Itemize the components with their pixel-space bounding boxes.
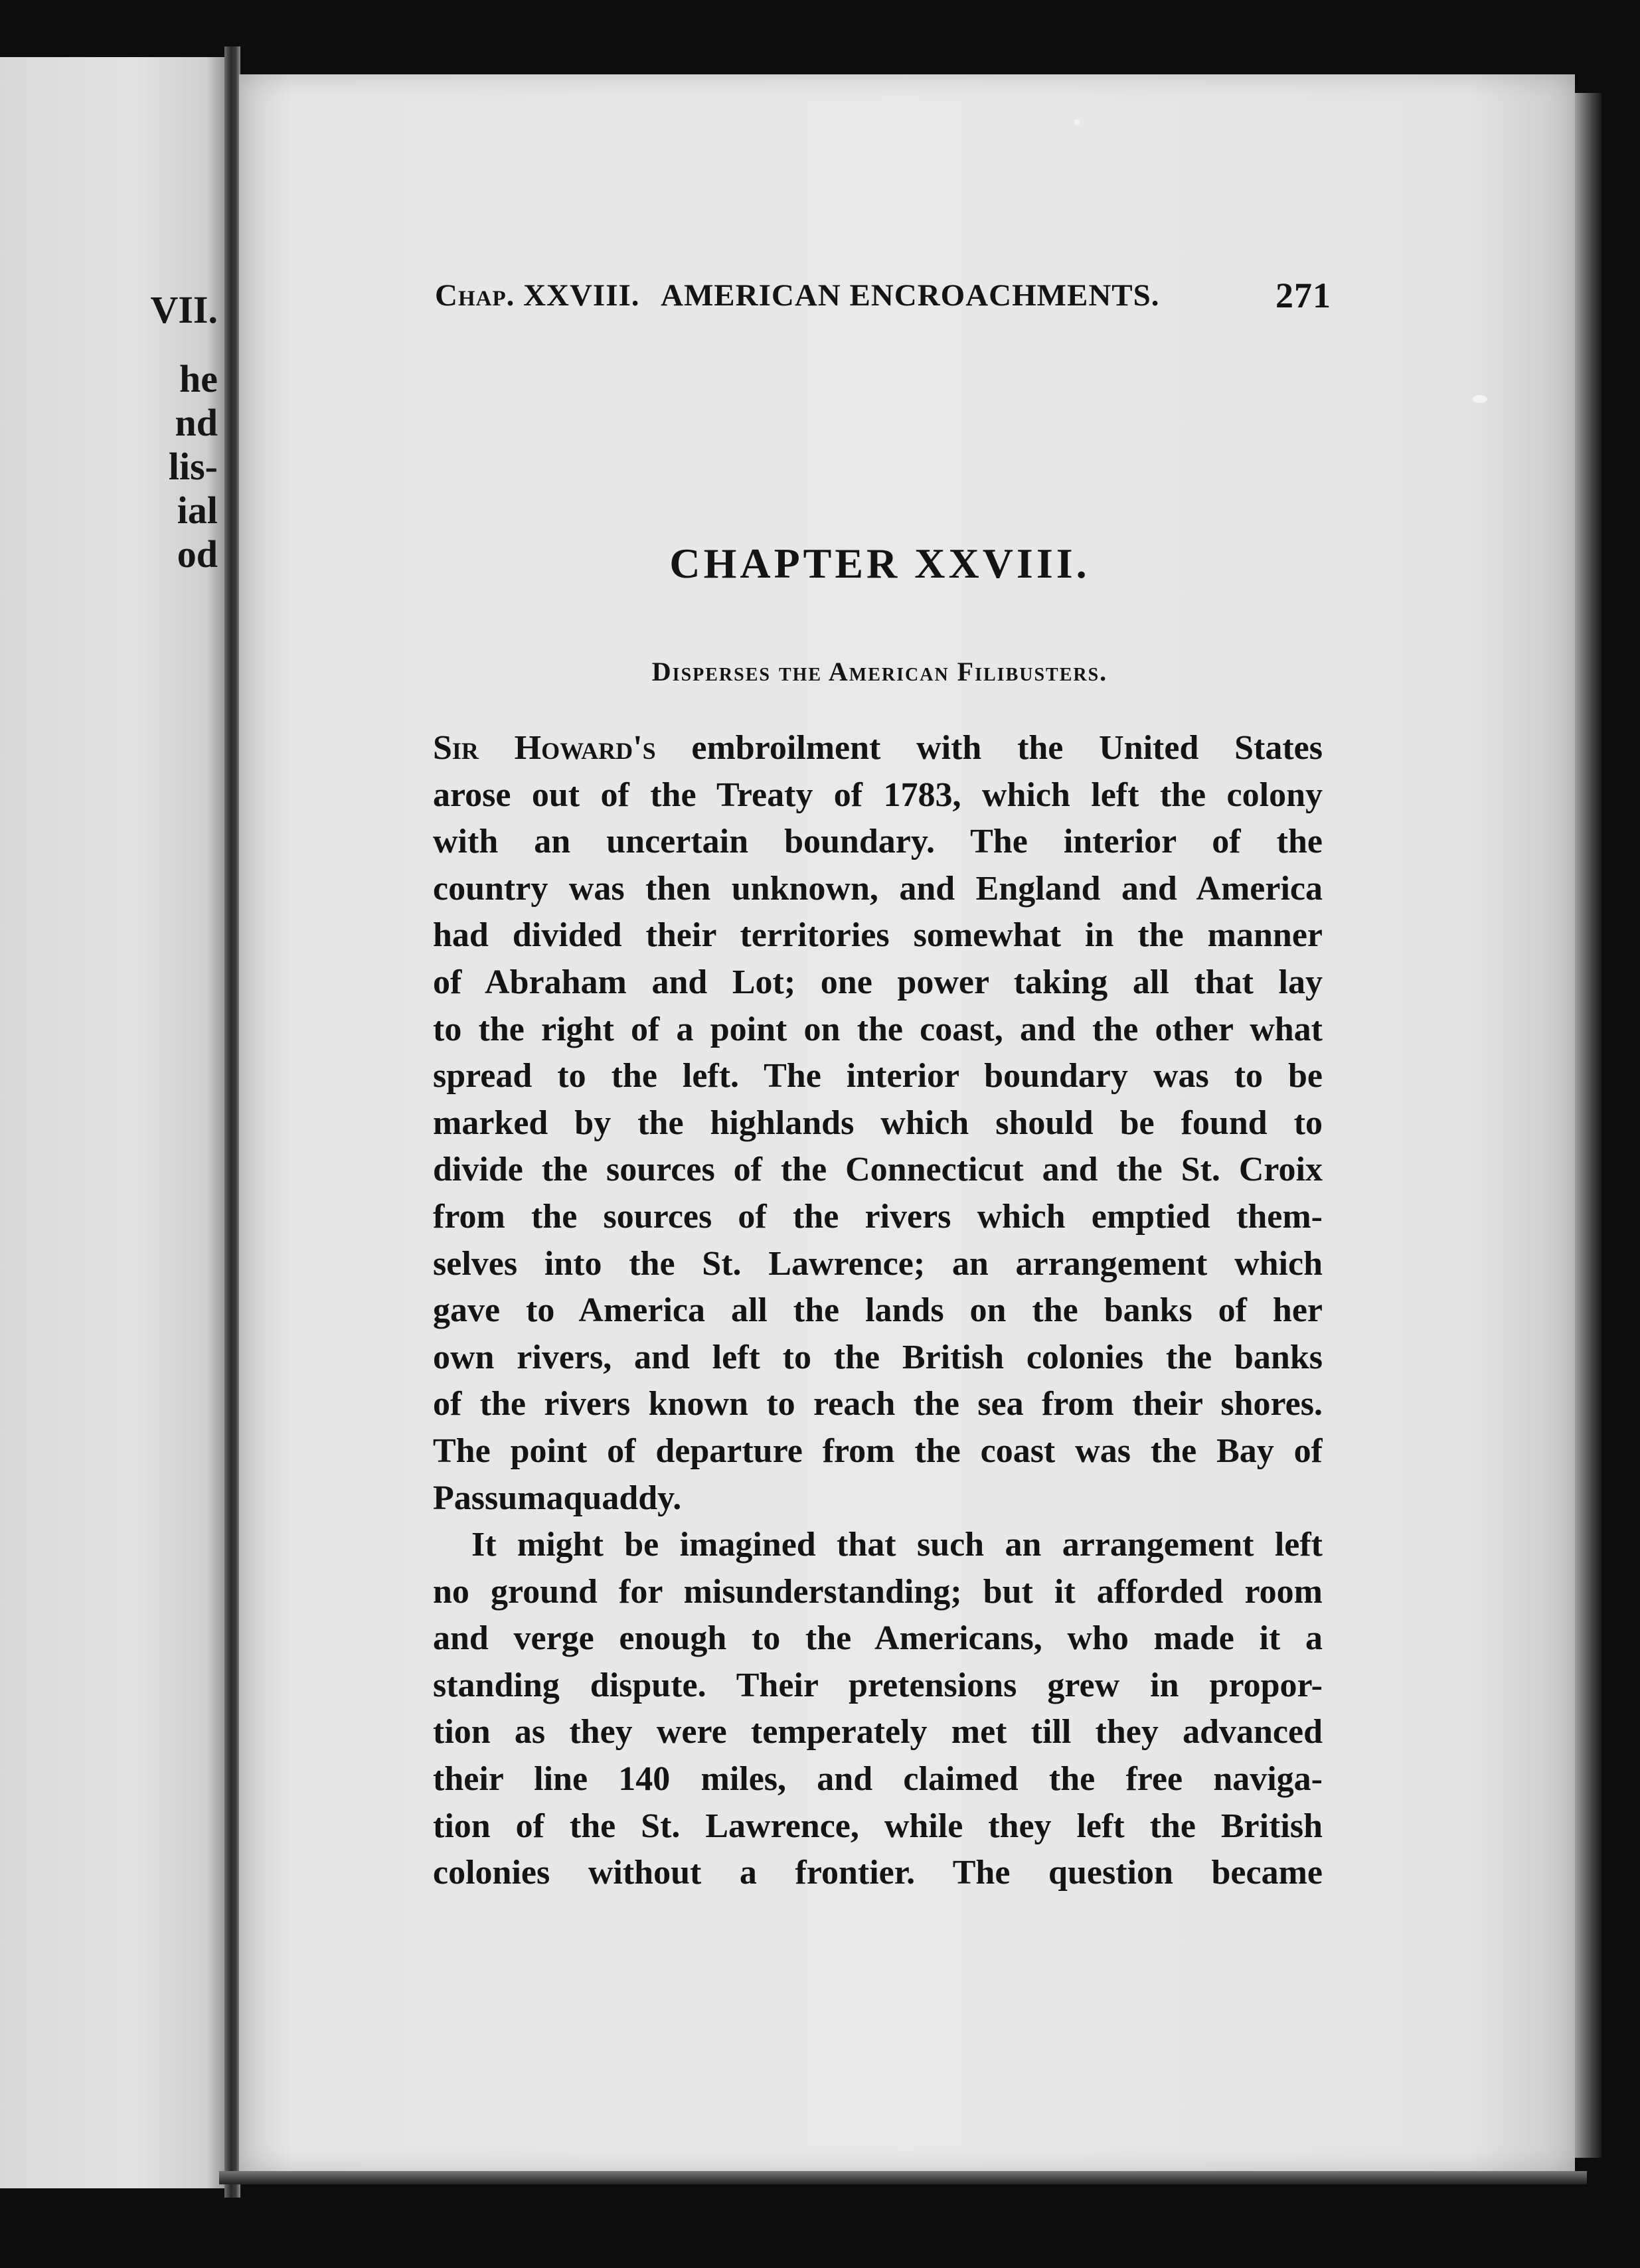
text-line: Passumaquaddy. (433, 1479, 682, 1517)
text-line (433, 725, 1323, 772)
facing-page-fragment-text: ial (177, 489, 218, 532)
text-line: selves into the St. Lawrence; an arrangement which (433, 1244, 1323, 1283)
text-line: from the sources of the rivers which emptied them- (433, 1197, 1323, 1236)
text-line: no ground for misunderstanding; but it afforded room (433, 1572, 1323, 1611)
page-edge (1575, 93, 1601, 2158)
text-line: standing dispute. Their pretensions grew in propor- (433, 1666, 1323, 1704)
scan-speck (1473, 395, 1487, 403)
body-text (433, 725, 1323, 1897)
chapter-subtitle: Disperses the American Filibusters. (651, 657, 1108, 687)
text-line: own rivers, and left to the British colonies the banks (433, 1338, 1323, 1376)
text-line: with an uncertain boundary. The interior of the (433, 823, 1323, 861)
text-line: of Abraham and Lot; one power taking all that lay (433, 963, 1323, 1001)
text-line: to the right of a point on the coast, and the other what (433, 1010, 1323, 1048)
text-line: had divided their territories somewhat in the manner (433, 916, 1323, 955)
facing-page-fragment-text: lis- (168, 445, 218, 488)
text-line: arose out of the Treaty of 1783, which left the colony (433, 775, 1323, 814)
text-line: gave to America all the lands on the banks of her (433, 1291, 1323, 1330)
facing-page-fragment-text: VII. (150, 288, 218, 331)
text-line: tion as they were temperately met till they advanced (433, 1713, 1323, 1751)
facing-page-fragment-text: he (179, 357, 218, 400)
book-gutter (224, 46, 240, 2198)
text-line: their line 140 miles, and claimed the free naviga- (433, 1760, 1323, 1799)
text-line: It might be imagined that such an arrangement left (471, 1526, 1323, 1564)
text-line: spread to the left. The interior boundary was to be (433, 1057, 1323, 1095)
running-head-title: AMERICAN ENCROACHMENTS. (661, 278, 1160, 313)
facing-page-fragment-text: nd (175, 401, 218, 444)
text-line: and verge enough to the Americans, who made it a (433, 1619, 1323, 1658)
facing-page-fragment (0, 57, 224, 2188)
text-line: divide the sources of the Connecticut and the St. Croix (433, 1151, 1323, 1189)
text-line-content: embroilment with the United States (691, 729, 1323, 767)
text-line: of the rivers known to reach the sea from their shores. (433, 1385, 1323, 1423)
scan-speck (1074, 120, 1080, 125)
opening-words: Sir Howard's (433, 729, 656, 767)
text-line: country was then unknown, and England and America (433, 869, 1323, 908)
text-line: tion of the St. Lawrence, while they left the British (433, 1807, 1323, 1845)
text-line: colonies without a frontier. The question became (433, 1854, 1323, 1892)
page-bottom-edge (219, 2171, 1587, 2184)
running-head-chapter: Chap. XXVIII. (435, 278, 640, 313)
page-number: 271 (1275, 276, 1331, 315)
chapter-title: CHAPTER XXVIII. (669, 540, 1090, 587)
text-line: The point of departure from the coast was the Bay of (433, 1431, 1323, 1470)
running-head (435, 278, 1331, 324)
text-line: marked by the highlands which should be found to (433, 1103, 1323, 1142)
facing-page-fragment-text: od (177, 532, 218, 576)
